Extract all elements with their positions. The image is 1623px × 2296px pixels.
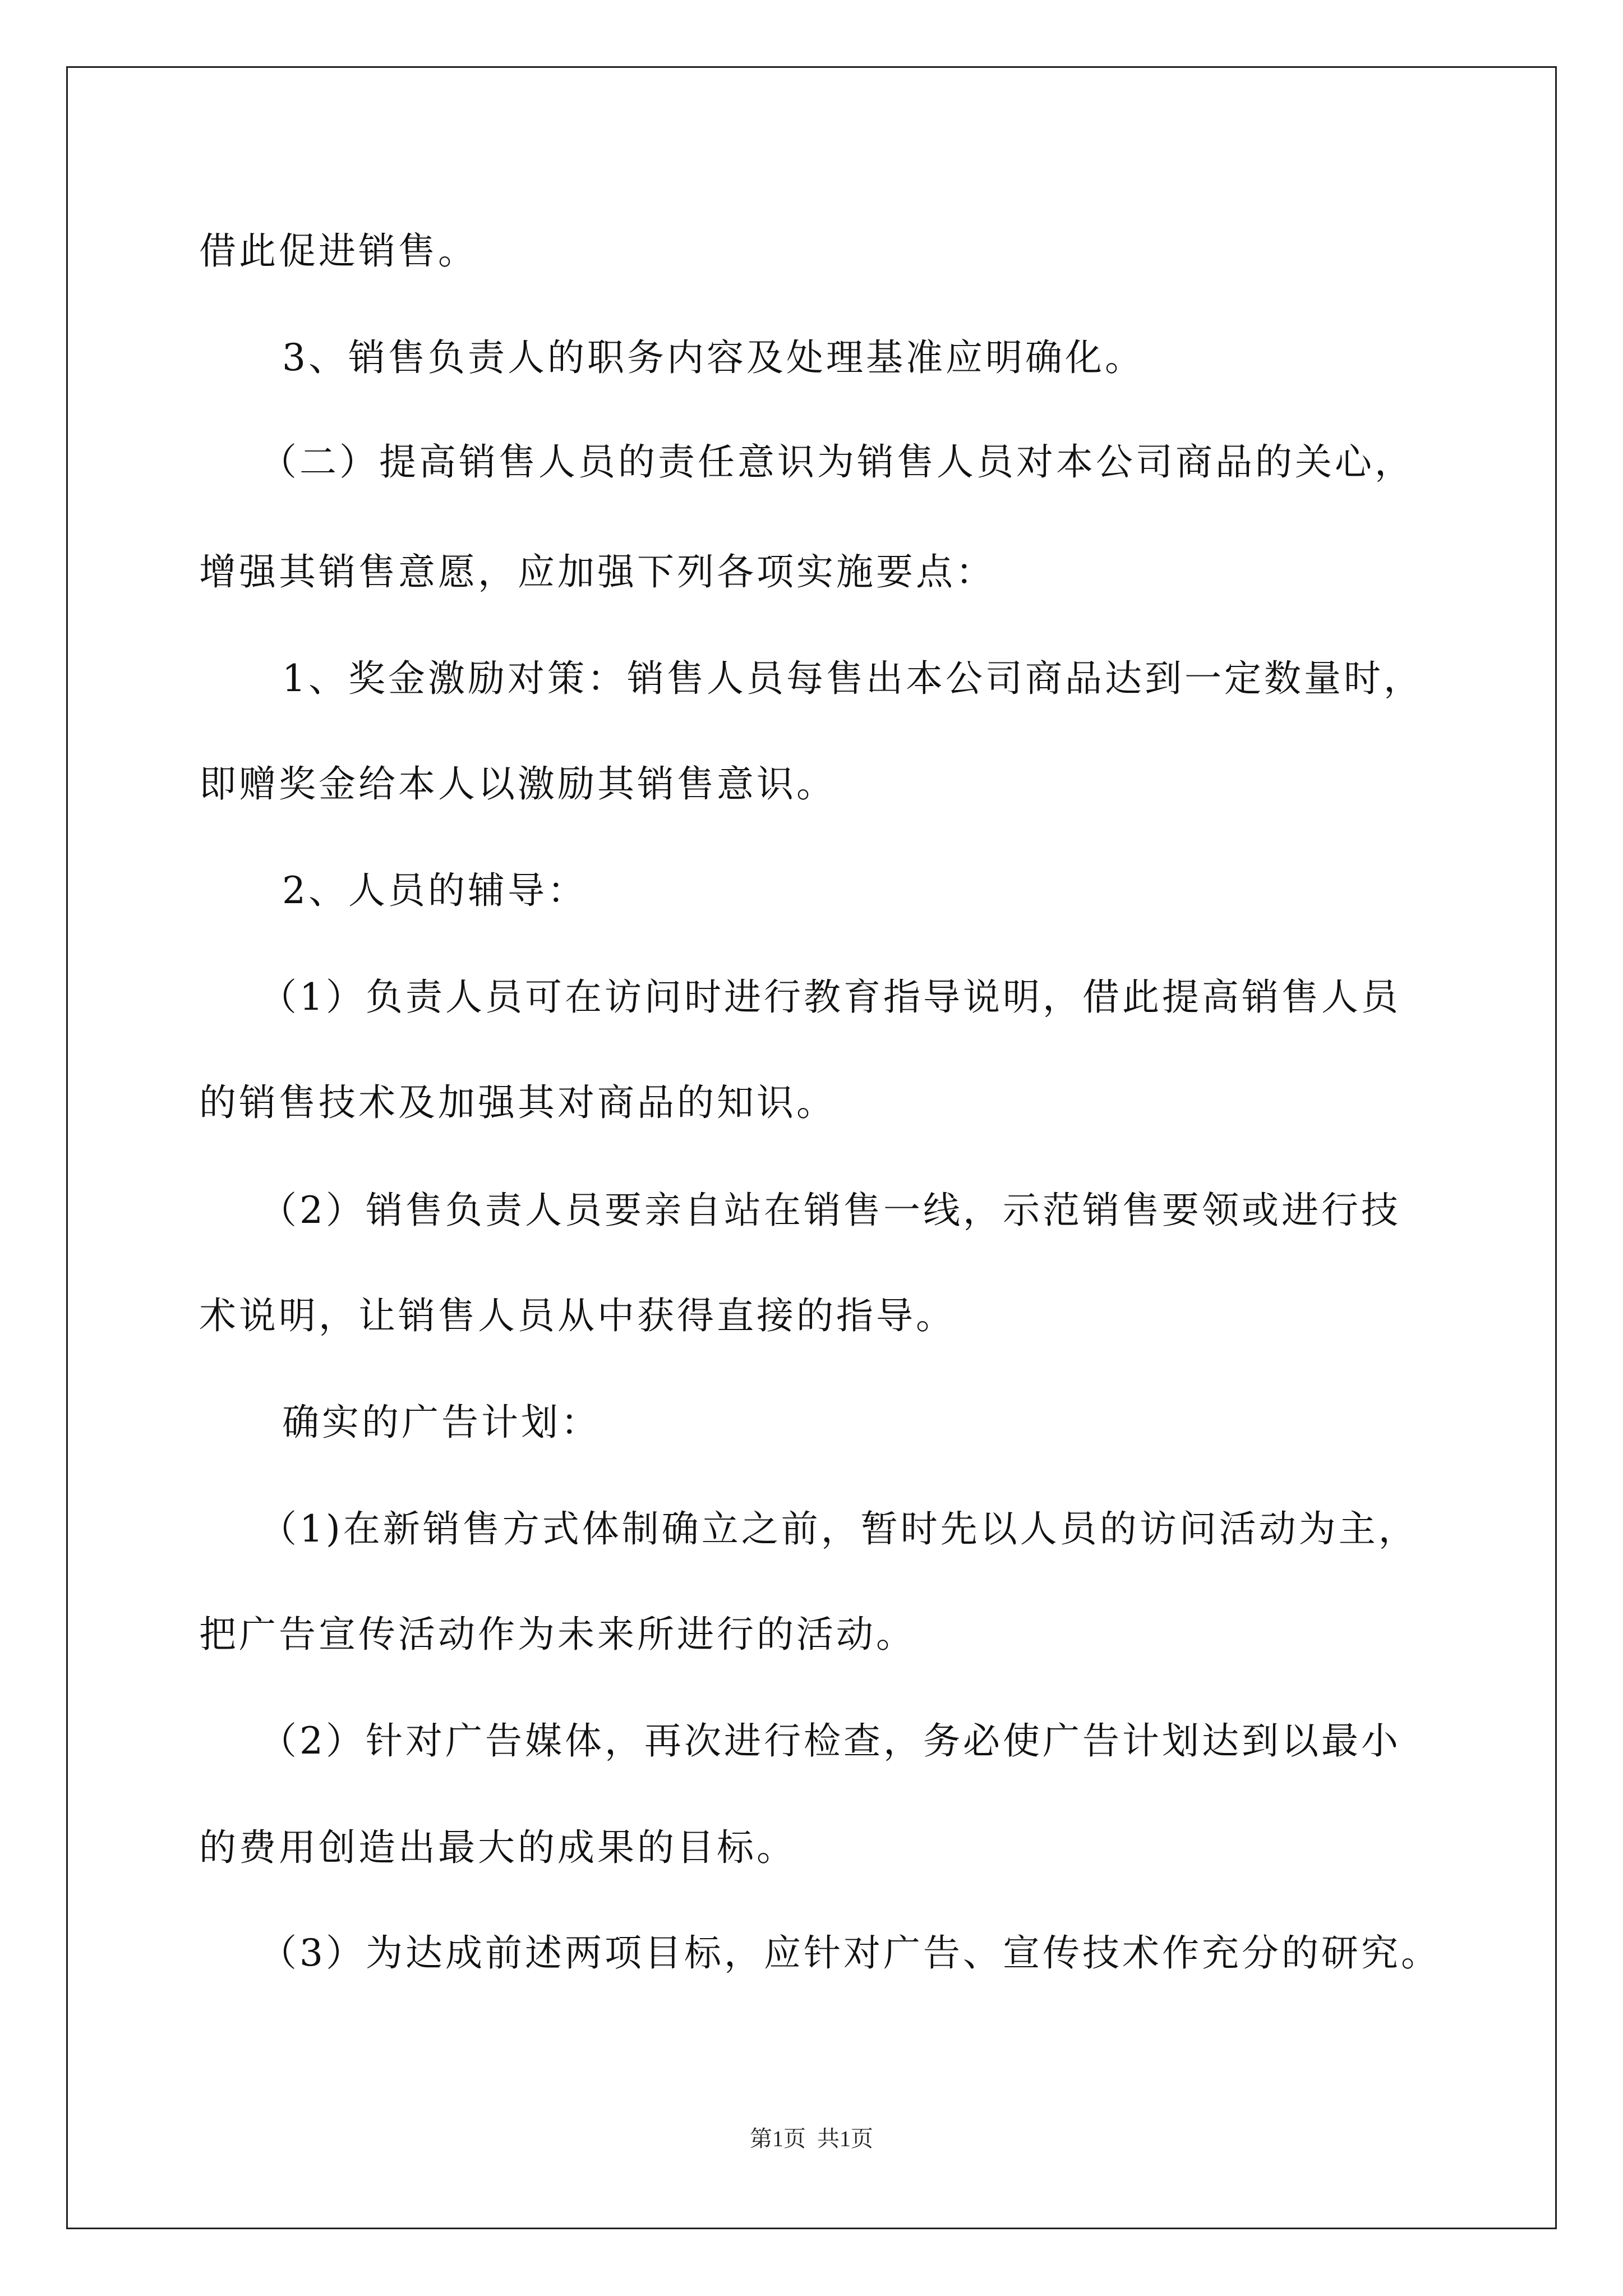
text-line: （2）针对广告媒体，再次进行检查，务必使广告计划达到以最小: [260, 1719, 1401, 1763]
text-line: 借此促进销售。: [199, 229, 478, 273]
text-line: 把广告宣传活动作为未来所进行的活动。: [199, 1613, 916, 1656]
page-number: 第1页 共1页: [750, 2126, 873, 2151]
text-line: 术说明，让销售人员从中获得直接的指导。: [199, 1294, 956, 1337]
text-line: （2）销售负责人员要亲自站在销售一线，示范销售要领或进行技: [260, 1189, 1401, 1232]
text-line: 即赠奖金给本人以激励其销售意识。: [199, 762, 836, 806]
text-line: （3）为达成前述两项目标，应针对广告、宣传技术作充分的研究。: [260, 1931, 1441, 1975]
text-line: （二）提高销售人员的责任意识为销售人员对本公司商品的关心，: [260, 440, 1414, 484]
text-line: 确实的广告计划：: [282, 1401, 601, 1444]
text-line: （1）负责人员可在访问时进行教育指导说明，借此提高销售人员: [260, 976, 1401, 1019]
text-line: 2、人员的辅导：: [282, 869, 587, 912]
text-line: 1、奖金激励对策：销售人员每售出本公司商品达到一定数量时，: [282, 657, 1423, 700]
text-line: 3、销售负责人的职务内容及处理基准应明确化。: [282, 336, 1145, 379]
text-line: 的费用创造出最大的成果的目标。: [199, 1826, 796, 1869]
text-line: （1)在新销售方式体制确立之前，暂时先以人员的访问活动为主，: [260, 1507, 1418, 1550]
text-line: 的销售技术及加强其对商品的知识。: [199, 1081, 836, 1124]
text-line: 增强其销售意愿，应加强下列各项实施要点：: [199, 550, 995, 593]
page-border: [66, 66, 1557, 2229]
